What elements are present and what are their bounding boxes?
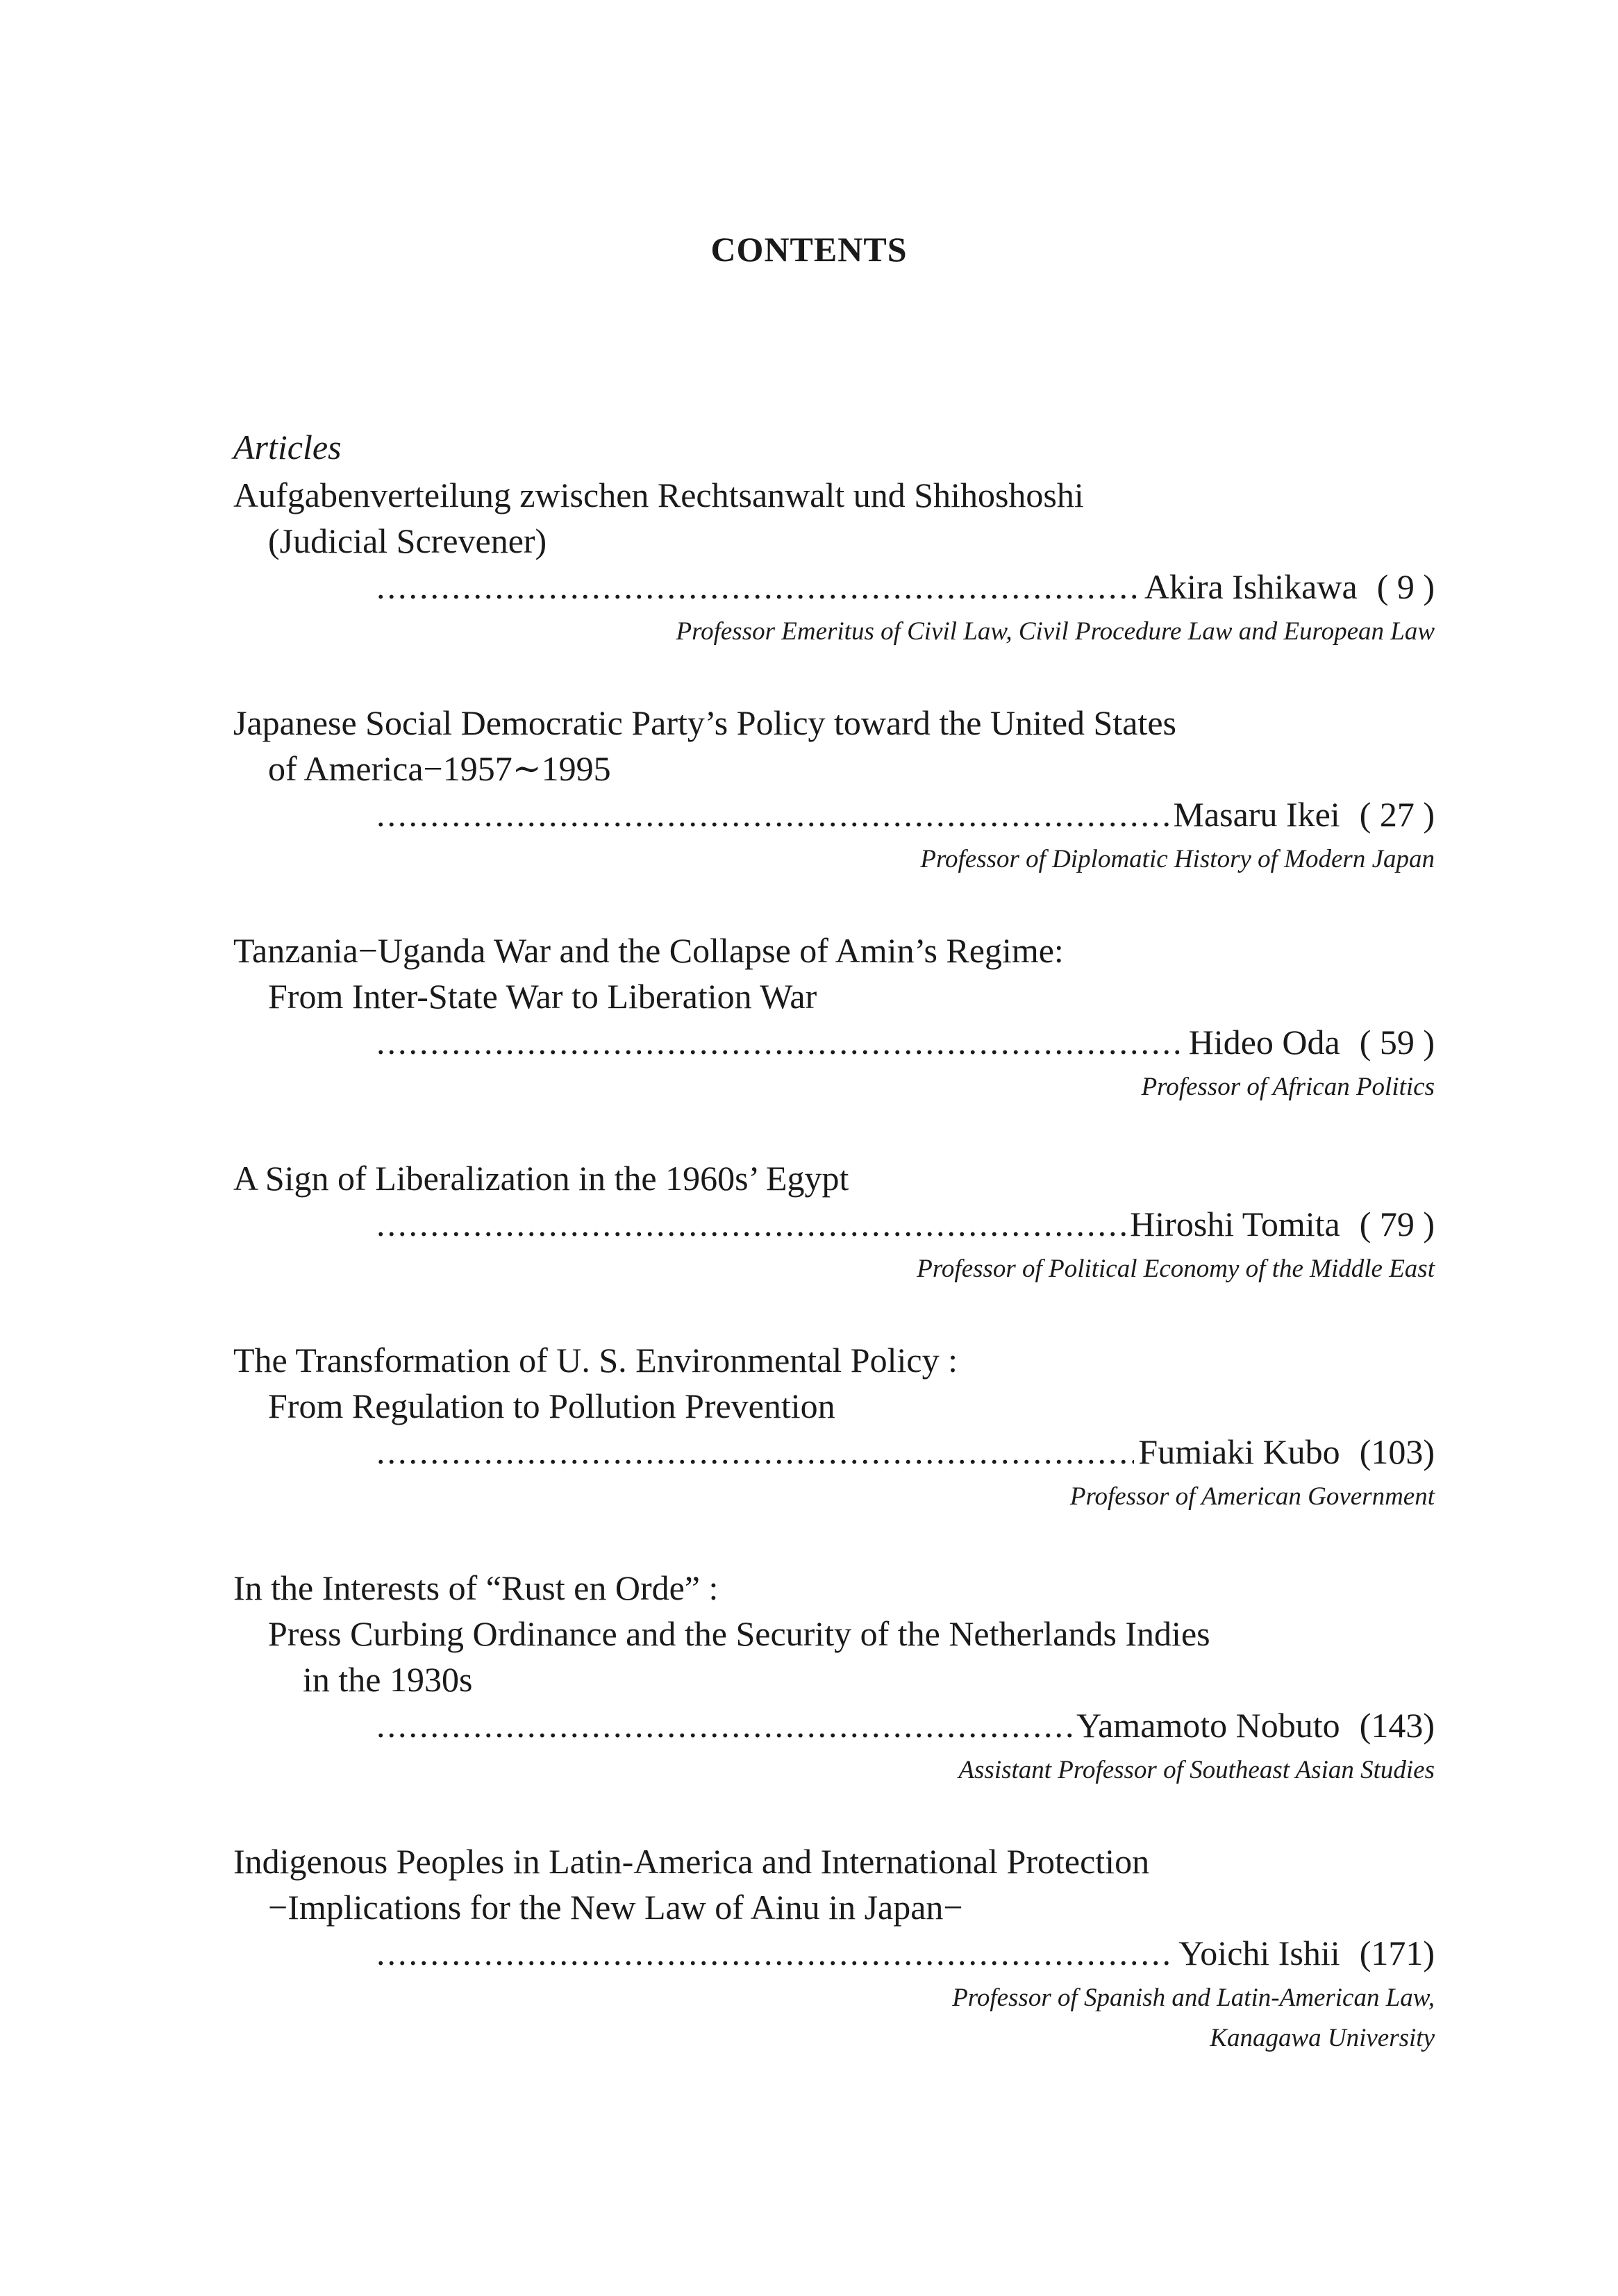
author-affiliation: Professor of Diplomatic History of Modern Japan bbox=[920, 845, 1435, 873]
article-title-line: Press Curbing Ordinance and the Security of the Netherlands Indies bbox=[268, 1614, 1210, 1653]
page-number: ( 79 ) bbox=[1359, 1205, 1435, 1243]
page-number: (103) bbox=[1359, 1432, 1435, 1471]
leader-row bbox=[233, 1019, 1435, 1065]
dot-leader bbox=[376, 1930, 1174, 1976]
article-title-line: Indigenous Peoples in Latin-America and International Protection bbox=[233, 1842, 1150, 1881]
article-title-line: The Transformation of U. S. Environmental Policy : bbox=[233, 1341, 958, 1380]
dot-leader bbox=[376, 1019, 1185, 1065]
leader-row bbox=[233, 1429, 1435, 1475]
page-heading: CONTENTS bbox=[710, 230, 908, 269]
article-entry bbox=[233, 1565, 1435, 1788]
author-affiliation: Professor of American Government bbox=[1069, 1482, 1435, 1511]
author-affiliation: Professor of Spanish and Latin-American Law, bbox=[952, 1984, 1435, 2012]
article-title-line: In the Interests of “Rust en Orde” : bbox=[233, 1568, 719, 1607]
dot-leader bbox=[376, 1702, 1072, 1748]
article-author: Yamamoto Nobuto bbox=[1076, 1706, 1340, 1745]
leader-row bbox=[233, 1201, 1435, 1247]
article-author: Fumiaki Kubo bbox=[1138, 1432, 1340, 1471]
article-title-line: (Judicial Screvener) bbox=[268, 521, 547, 560]
section-label: Articles bbox=[233, 428, 342, 467]
article-title-line: in the 1930s bbox=[303, 1660, 473, 1699]
article-entry bbox=[233, 472, 1435, 650]
article-author: Hideo Oda bbox=[1188, 1023, 1340, 1062]
article-entry bbox=[233, 928, 1435, 1105]
author-affiliation: Kanagawa University bbox=[1210, 2024, 1435, 2052]
page-number: (171) bbox=[1359, 1934, 1435, 1972]
author-affiliation: Assistant Professor of Southeast Asian Studies bbox=[958, 1756, 1435, 1784]
author-affiliation: Professor Emeritus of Civil Law, Civil Procedure Law and European Law bbox=[676, 617, 1435, 646]
article-list bbox=[233, 472, 1435, 2056]
leader-row bbox=[233, 1702, 1435, 1748]
article-author: Yoichi Ishii bbox=[1178, 1934, 1340, 1972]
article-entry bbox=[233, 1155, 1435, 1287]
article-author: Masaru Ikei bbox=[1173, 795, 1340, 834]
article-title-line: From Regulation to Pollution Prevention bbox=[268, 1386, 835, 1425]
leader-row bbox=[233, 791, 1435, 837]
article-title-line: Japanese Social Democratic Party’s Policy toward the United States bbox=[233, 703, 1176, 742]
article-entry bbox=[233, 1838, 1435, 2056]
article-title-line: −Implications for the New Law of Ainu in Japan− bbox=[268, 1888, 963, 1927]
leader-row bbox=[233, 564, 1435, 610]
author-affiliation: Professor of Political Economy of the Middle East bbox=[917, 1255, 1435, 1283]
page-number: ( 59 ) bbox=[1359, 1023, 1435, 1062]
dot-leader bbox=[376, 1201, 1126, 1247]
page-number: ( 9 ) bbox=[1376, 567, 1435, 606]
page-number: (143) bbox=[1359, 1706, 1435, 1745]
article-title-line: of America−1957∼1995 bbox=[268, 749, 611, 788]
dot-leader bbox=[376, 1429, 1134, 1475]
article-title-line: A Sign of Liberalization in the 1960s’ Egypt bbox=[233, 1159, 849, 1198]
author-affiliation: Professor of African Politics bbox=[1141, 1073, 1435, 1101]
article-author: Akira Ishikawa bbox=[1144, 567, 1358, 606]
article-entry bbox=[233, 1337, 1435, 1515]
article-entry bbox=[233, 700, 1435, 878]
dot-leader bbox=[376, 564, 1140, 610]
dot-leader bbox=[376, 791, 1169, 837]
page-number: ( 27 ) bbox=[1359, 795, 1435, 834]
leader-row bbox=[233, 1930, 1435, 1976]
article-title-line: Tanzania−Uganda War and the Collapse of Amin’s Regime: bbox=[233, 931, 1064, 970]
article-title-line: Aufgabenverteilung zwischen Rechtsanwalt und Shihoshoshi bbox=[233, 476, 1084, 514]
article-title-line: From Inter-State War to Liberation War bbox=[268, 977, 817, 1016]
article-author: Hiroshi Tomita bbox=[1130, 1205, 1340, 1243]
